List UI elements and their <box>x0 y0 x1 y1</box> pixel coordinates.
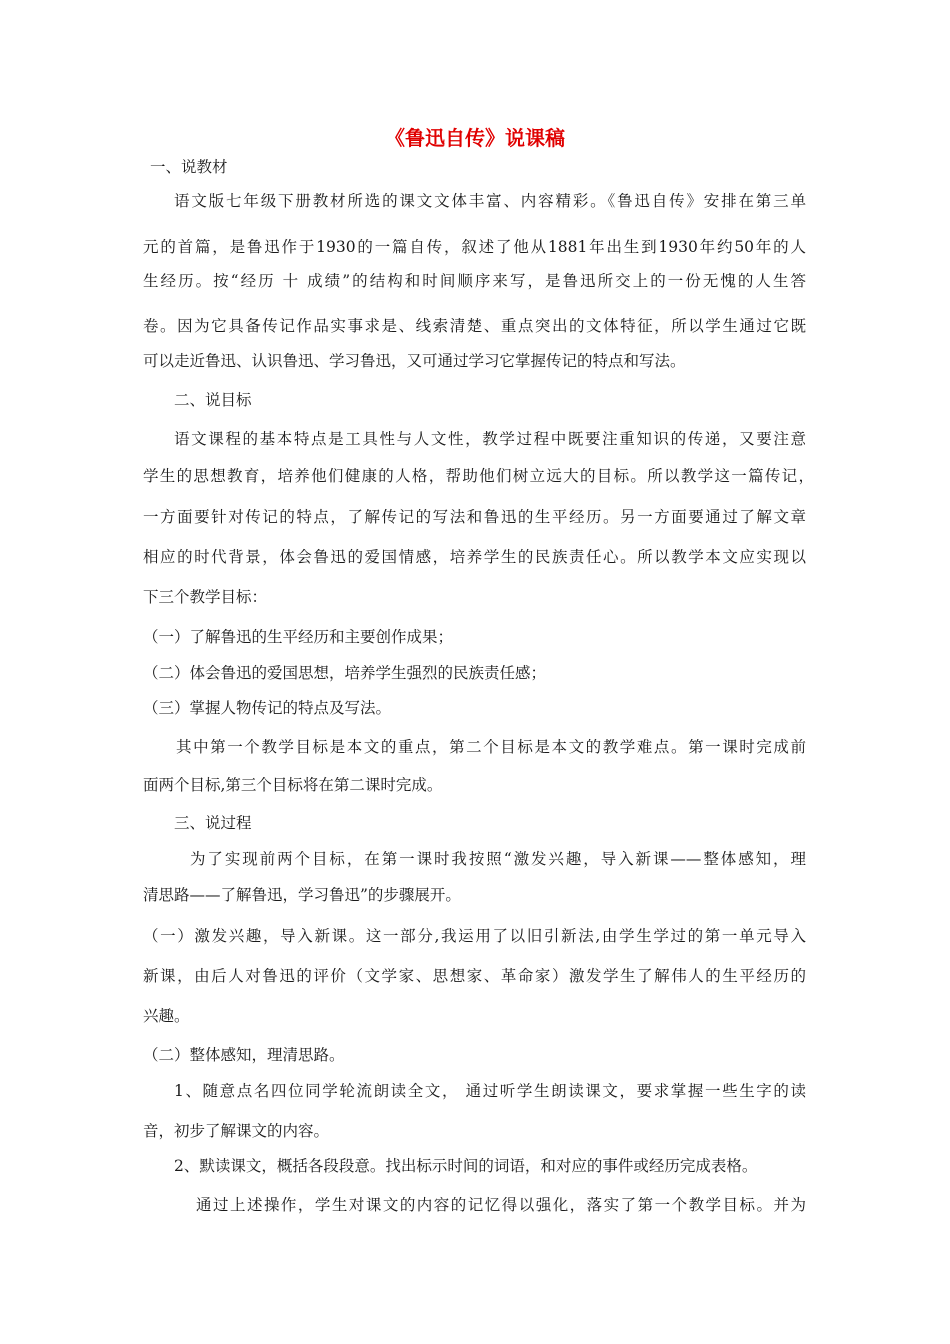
paragraph-line: 学生的思想教育，培养他们健康的人格，帮助他们树立远大的目标。所以教学这一篇传记， <box>143 467 814 485</box>
list-item: （二）体会鲁迅的爱国思想，培养学生强烈的民族责任感； <box>143 664 547 682</box>
section-heading: 三、说过程 <box>174 814 252 832</box>
list-item: （一）了解鲁迅的生平经历和主要创作成果； <box>143 628 454 646</box>
paragraph-line: 清思路——了解鲁迅，学习鲁迅”的步骤展开。 <box>143 886 461 904</box>
document-title: 《鲁迅自传》说课稿 <box>385 126 565 150</box>
paragraph-line: 为了实现前两个目标，在第一课时我按照“激发兴趣，导入新课——整体感知，理 <box>190 850 806 868</box>
paragraph-line: 可以走近鲁迅、认识鲁迅、学习鲁迅，又可通过学习它掌握传记的特点和写法。 <box>143 352 686 370</box>
paragraph-line: 元的首篇，是鲁迅作于1930的一篇自传，叙述了他从1881年出生到1930年约50年的人 <box>143 238 806 256</box>
paragraph-line: 语文课程的基本特点是工具性与人文性，教学过程中既要注重知识的传递，又要注意 <box>174 430 806 448</box>
paragraph-line: （一）激发兴趣，导入新课。这一部分,我运用了以旧引新法,由学生学过的第一单元导入 <box>143 927 806 945</box>
paragraph-line: 语文版七年级下册教材所选的课文文体丰富、内容精彩。《鲁迅自传》安排在第三单 <box>174 192 806 210</box>
paragraph-line: 2、默读课文，概括各段段意。找出标示时间的词语，和对应的事件或经历完成表格。 <box>174 1157 758 1175</box>
paragraph-line: 兴趣。 <box>143 1007 190 1025</box>
paragraph-line: 其中第一个教学目标是本文的重点，第二个目标是本文的教学难点。第一课时完成前 <box>176 738 806 756</box>
paragraph-line: 音，初步了解课文的内容。 <box>143 1122 330 1140</box>
section-heading: 二、说目标 <box>174 391 252 409</box>
section-heading: 一、说教材 <box>150 158 228 176</box>
paragraph-line: 通过上述操作，学生对课文的内容的记忆得以强化，落实了第一个教学目标。并为 <box>196 1196 806 1214</box>
list-item: （二）整体感知，理清思路。 <box>143 1046 345 1064</box>
paragraph-line: 生经历。按“经历 十 成绩”的结构和时间顺序来写，是鲁迅所交上的一份无愧的人生答 <box>143 272 806 290</box>
paragraph-line: 卷。因为它具备传记作品实事求是、线索清楚、重点突出的文体特征，所以学生通过它既 <box>143 317 806 335</box>
paragraph-line: 新课，由后人对鲁迅的评价（文学家、思想家、革命家）激发学生了解伟人的生平经历的 <box>143 967 806 985</box>
paragraph-line: 1、随意点名四位同学轮流朗读全文， 通过听学生朗读课文，要求掌握一些生字的读 <box>174 1082 806 1100</box>
paragraph-line: 下三个教学目标： <box>143 588 268 606</box>
paragraph-line: 一方面要针对传记的特点，了解传记的写法和鲁迅的生平经历。另一方面要通过了解文章 <box>143 508 806 526</box>
list-item: （三）掌握人物传记的特点及写法。 <box>143 699 392 717</box>
paragraph-line: 相应的时代背景，体会鲁迅的爱国情感，培养学生的民族责任心。所以教学本文应实现以 <box>143 548 806 566</box>
paragraph-line: 面两个目标,第三个目标将在第二课时完成。 <box>143 776 443 794</box>
